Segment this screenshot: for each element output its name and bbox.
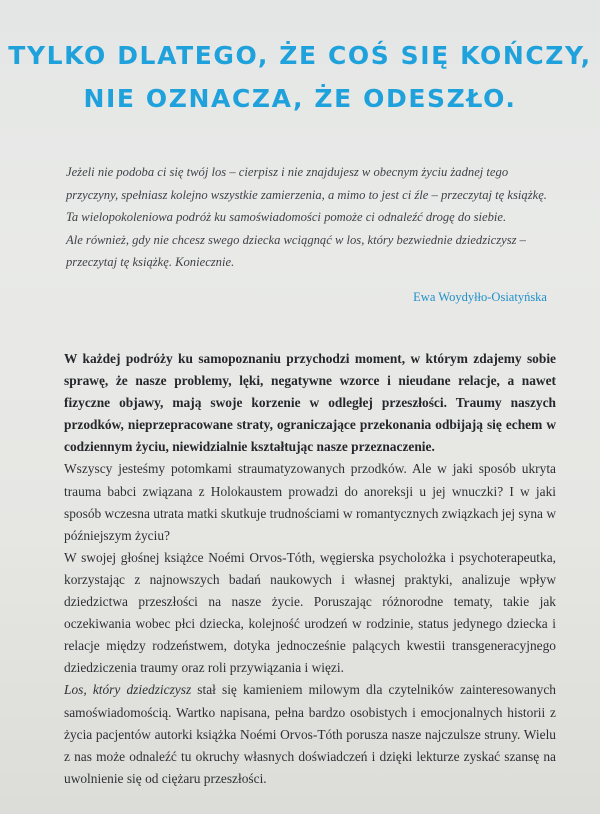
bold-intro: W każdej podróży ku samopoznaniu przychodzi moment, w którym zdajemy sobie sprawę, że nasze problemy, lęki, negatywne wzorce i nieudane relacje, a nawet fizyczne objawy, mają swoje korzenie w odległej przeszłości. Traumy naszych przodków, nieprzepracowane straty, ograniczające przekonania odbijają się echem w codziennym życiu, niewidzialnie kształtując nasze przeznaczenie.	[64, 351, 556, 455]
description-paragraph-3-text: stał się kamieniem milowym dla czytelników zainteresowanych samoświadomością. Wartko napisana, pełna bardzo osobistych i emocjonalnych historii z życia pacjentów autorki książka Noémi Orvos-Tóth porusza nasze najczulsze struny. Wielu z nas może odnaleźć tu okruchy własnych doświadczeń i dzięki lekturze zyskać szansę na uwolnienie się od ciężaru przeszłości.	[64, 682, 556, 786]
endorsement-quote	[66, 161, 554, 274]
quote-paragraph-1: Jeżeli nie podoba ci się twój los – cierpisz i nie znajdujesz w obecnym życiu żadnej tego przyczyny, spełniasz kolejno wszystkie zamierzenia, a mimo to jest ci źle – przeczytaj tę książkę. Ta wielopokoleniowa podróż ku samoświadomości pomoże ci odnaleźć drogę do siebie.	[66, 165, 547, 225]
book-description	[64, 348, 556, 790]
description-paragraph-2: W swojej głośnej książce Noémi Orvos-Tóth, węgierska psycholożka i psychoterapeutka, korzystając z najnowszych badań naukowych i własnej praktyki, analizuje wpływ dziedzictwa przeszłości na nasze życie. Poruszając różnorodne tematy, takie jak oczekiwania wobec płci dziecka, kolejność urodzeń w rodzinie, status jedynego dziecka i relacje między rodzeństwem, dotyka jednocześnie palących kwestii transgeneracyjnego dziedziczenia traumy oraz roli przywiązania i więzi.	[64, 549, 556, 676]
description-paragraph-1: Wszyscy jesteśmy potomkami straumatyzowanych przodków. Ale w jaki sposób ukryta trauma babci związana z Holokaustem prowadzi do anoreksji u jej wnuczki? I w jaki sposób wczesna utrata matki skutkuje trudnościami w romantycznych związkach jej syna w późniejszym życiu?	[64, 461, 556, 543]
quote-paragraph-2: Ale również, gdy nie chcesz swego dziecka wciągnąć w los, który bezwiednie dziedziczysz – przeczytaj tę książkę. Koniecznie.	[66, 232, 526, 270]
headline-line-2: NIE OZNACZA, ŻE ODESZŁO.	[83, 84, 517, 113]
headline-line-1: TYLKO DLATEGO, ŻE COŚ SIĘ KOŃCZY,	[8, 41, 592, 70]
quote-author: Ewa Woydyłło-Osiatyńska	[413, 290, 547, 304]
headline	[0, 34, 600, 120]
description-paragraph-3	[64, 679, 556, 789]
book-title: Los, który dziedziczysz	[64, 682, 192, 698]
